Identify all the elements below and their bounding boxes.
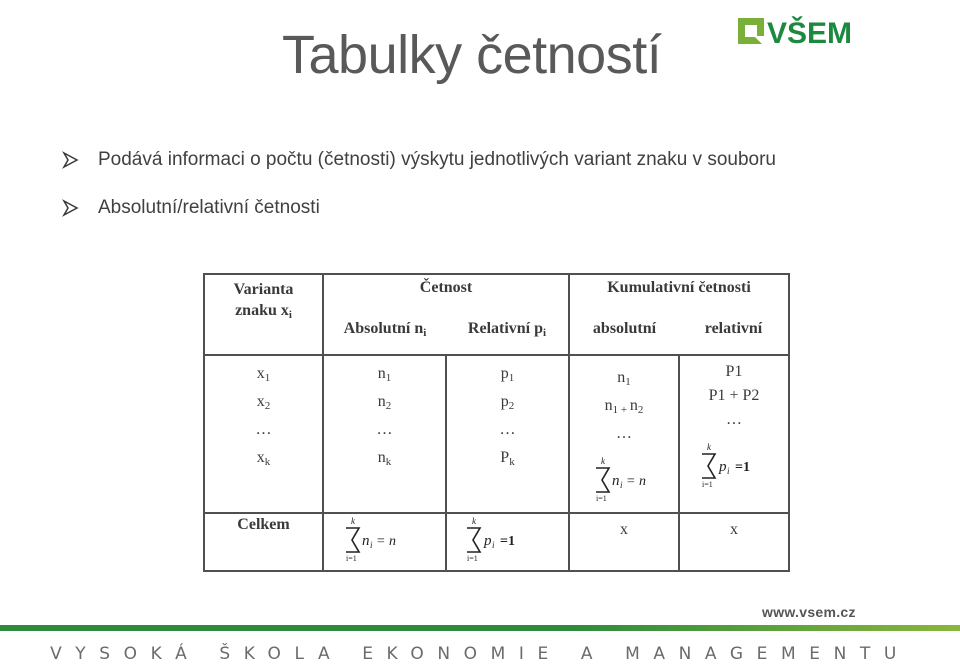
sum-p-formula — [700, 442, 788, 488]
relative-item: $p_1$ — [500, 365, 515, 384]
kum-abs-line2: $n_{1 +}$ $n_2$ — [604, 397, 644, 416]
svg-text:i: i — [492, 540, 495, 550]
variant-item: $x_1$ — [256, 365, 271, 384]
kum-rel-line1: P1 — [725, 363, 743, 380]
sum-n-formula — [594, 456, 678, 502]
total-x-rel: x — [730, 521, 738, 538]
header-relativni-sub: i — [543, 327, 547, 339]
header-kum-absolutni: absolutní — [592, 320, 657, 337]
total-sum-p-formula — [465, 516, 568, 562]
cell-absolute — [323, 355, 446, 513]
kum-rel-line3: … — [726, 411, 742, 428]
variant-item: $x_2$ — [256, 393, 271, 412]
vsem-logo — [736, 12, 864, 48]
svg-text:p: p — [484, 533, 492, 549]
absolute-item: $n_2$ — [377, 393, 392, 412]
header-variant-line2: znaku x — [235, 302, 289, 319]
kum-abs-line1: $n_1$ — [617, 369, 631, 388]
svg-text:=1: =1 — [500, 534, 515, 549]
arrow-bullet-icon — [62, 199, 98, 217]
header-kumulativni — [569, 274, 789, 355]
svg-text:n: n — [362, 533, 370, 549]
cell-total-p — [446, 513, 569, 571]
svg-text:n: n — [612, 473, 620, 489]
footer-divider — [0, 625, 960, 631]
total-sum-n-formula — [344, 516, 445, 562]
frequency-table — [203, 273, 790, 572]
bullet-text: Absolutní/relativní četnosti — [98, 197, 320, 218]
kum-abs-line3: … — [616, 425, 632, 442]
cell-relative — [446, 355, 569, 513]
svg-text:k: k — [351, 516, 355, 526]
header-absolutni-sub: i — [423, 327, 427, 339]
svg-text:i=1: i=1 — [467, 554, 478, 562]
cell-total-n — [323, 513, 446, 571]
total-label: Celkem — [237, 516, 290, 533]
svg-text:k: k — [601, 456, 605, 466]
header-variant-sub: i — [288, 309, 292, 321]
variant-item: $x_k$ — [256, 449, 271, 468]
svg-text:i: i — [620, 480, 623, 490]
cell-kum-relative — [679, 355, 789, 513]
cell-total-kum-rel — [679, 513, 789, 571]
absolute-item: $n_k$ — [377, 449, 392, 468]
header-variant — [204, 274, 323, 355]
cell-kum-absolute — [569, 355, 679, 513]
absolute-item: … — [376, 421, 393, 438]
footer-school-name: VYSOKÁ ŠKOLA EKONOMIE A MANAGEMENTU — [50, 644, 910, 664]
header-kum-relativni: relativní — [704, 320, 763, 337]
arrow-bullet-icon — [62, 151, 98, 169]
svg-text:i=1: i=1 — [596, 494, 607, 502]
variant-item: … — [255, 421, 272, 438]
svg-text:i: i — [727, 466, 730, 476]
website-link[interactable]: www.vsem.cz — [762, 604, 856, 620]
header-variant-line1: Varianta — [233, 281, 294, 298]
svg-text:k: k — [472, 516, 476, 526]
svg-text:= n: = n — [376, 534, 396, 549]
header-kumulativni-label: Kumulativní četnosti — [607, 279, 751, 296]
svg-text:i=1: i=1 — [702, 480, 713, 488]
bullet-list — [62, 136, 776, 232]
vsem-logo-text: VŠEM — [767, 17, 853, 48]
bullet-text: Podává informaci o počtu (četnosti) výskytu jednotlivých variant znaku v souboru — [98, 149, 776, 170]
bullet-item — [62, 184, 776, 232]
vsem-logo-icon — [736, 12, 864, 48]
header-cetnost — [323, 274, 569, 355]
relative-item: … — [499, 421, 516, 438]
cell-variants — [204, 355, 323, 513]
relative-item: $p_2$ — [500, 393, 515, 412]
svg-text:= n: = n — [626, 474, 646, 489]
absolute-item: $n_1$ — [377, 365, 392, 384]
header-relativni: Relativní p — [467, 320, 544, 337]
cell-total-kum-abs — [569, 513, 679, 571]
slide-title: Tabulky četností — [282, 25, 662, 85]
svg-text:=1: =1 — [735, 460, 750, 475]
svg-text:p: p — [719, 459, 727, 475]
kum-rel-line2: P1 + P2 — [708, 387, 760, 404]
relative-item: $P_k$ — [500, 449, 515, 468]
bullet-item — [62, 136, 776, 184]
svg-text:i=1: i=1 — [346, 554, 357, 562]
total-x-abs: x — [620, 521, 628, 538]
header-cetnost-label: Četnost — [419, 279, 473, 296]
cell-total-label — [204, 513, 323, 571]
svg-text:i: i — [370, 540, 373, 550]
header-absolutni: Absolutní n — [343, 320, 424, 337]
svg-text:k: k — [707, 442, 711, 452]
